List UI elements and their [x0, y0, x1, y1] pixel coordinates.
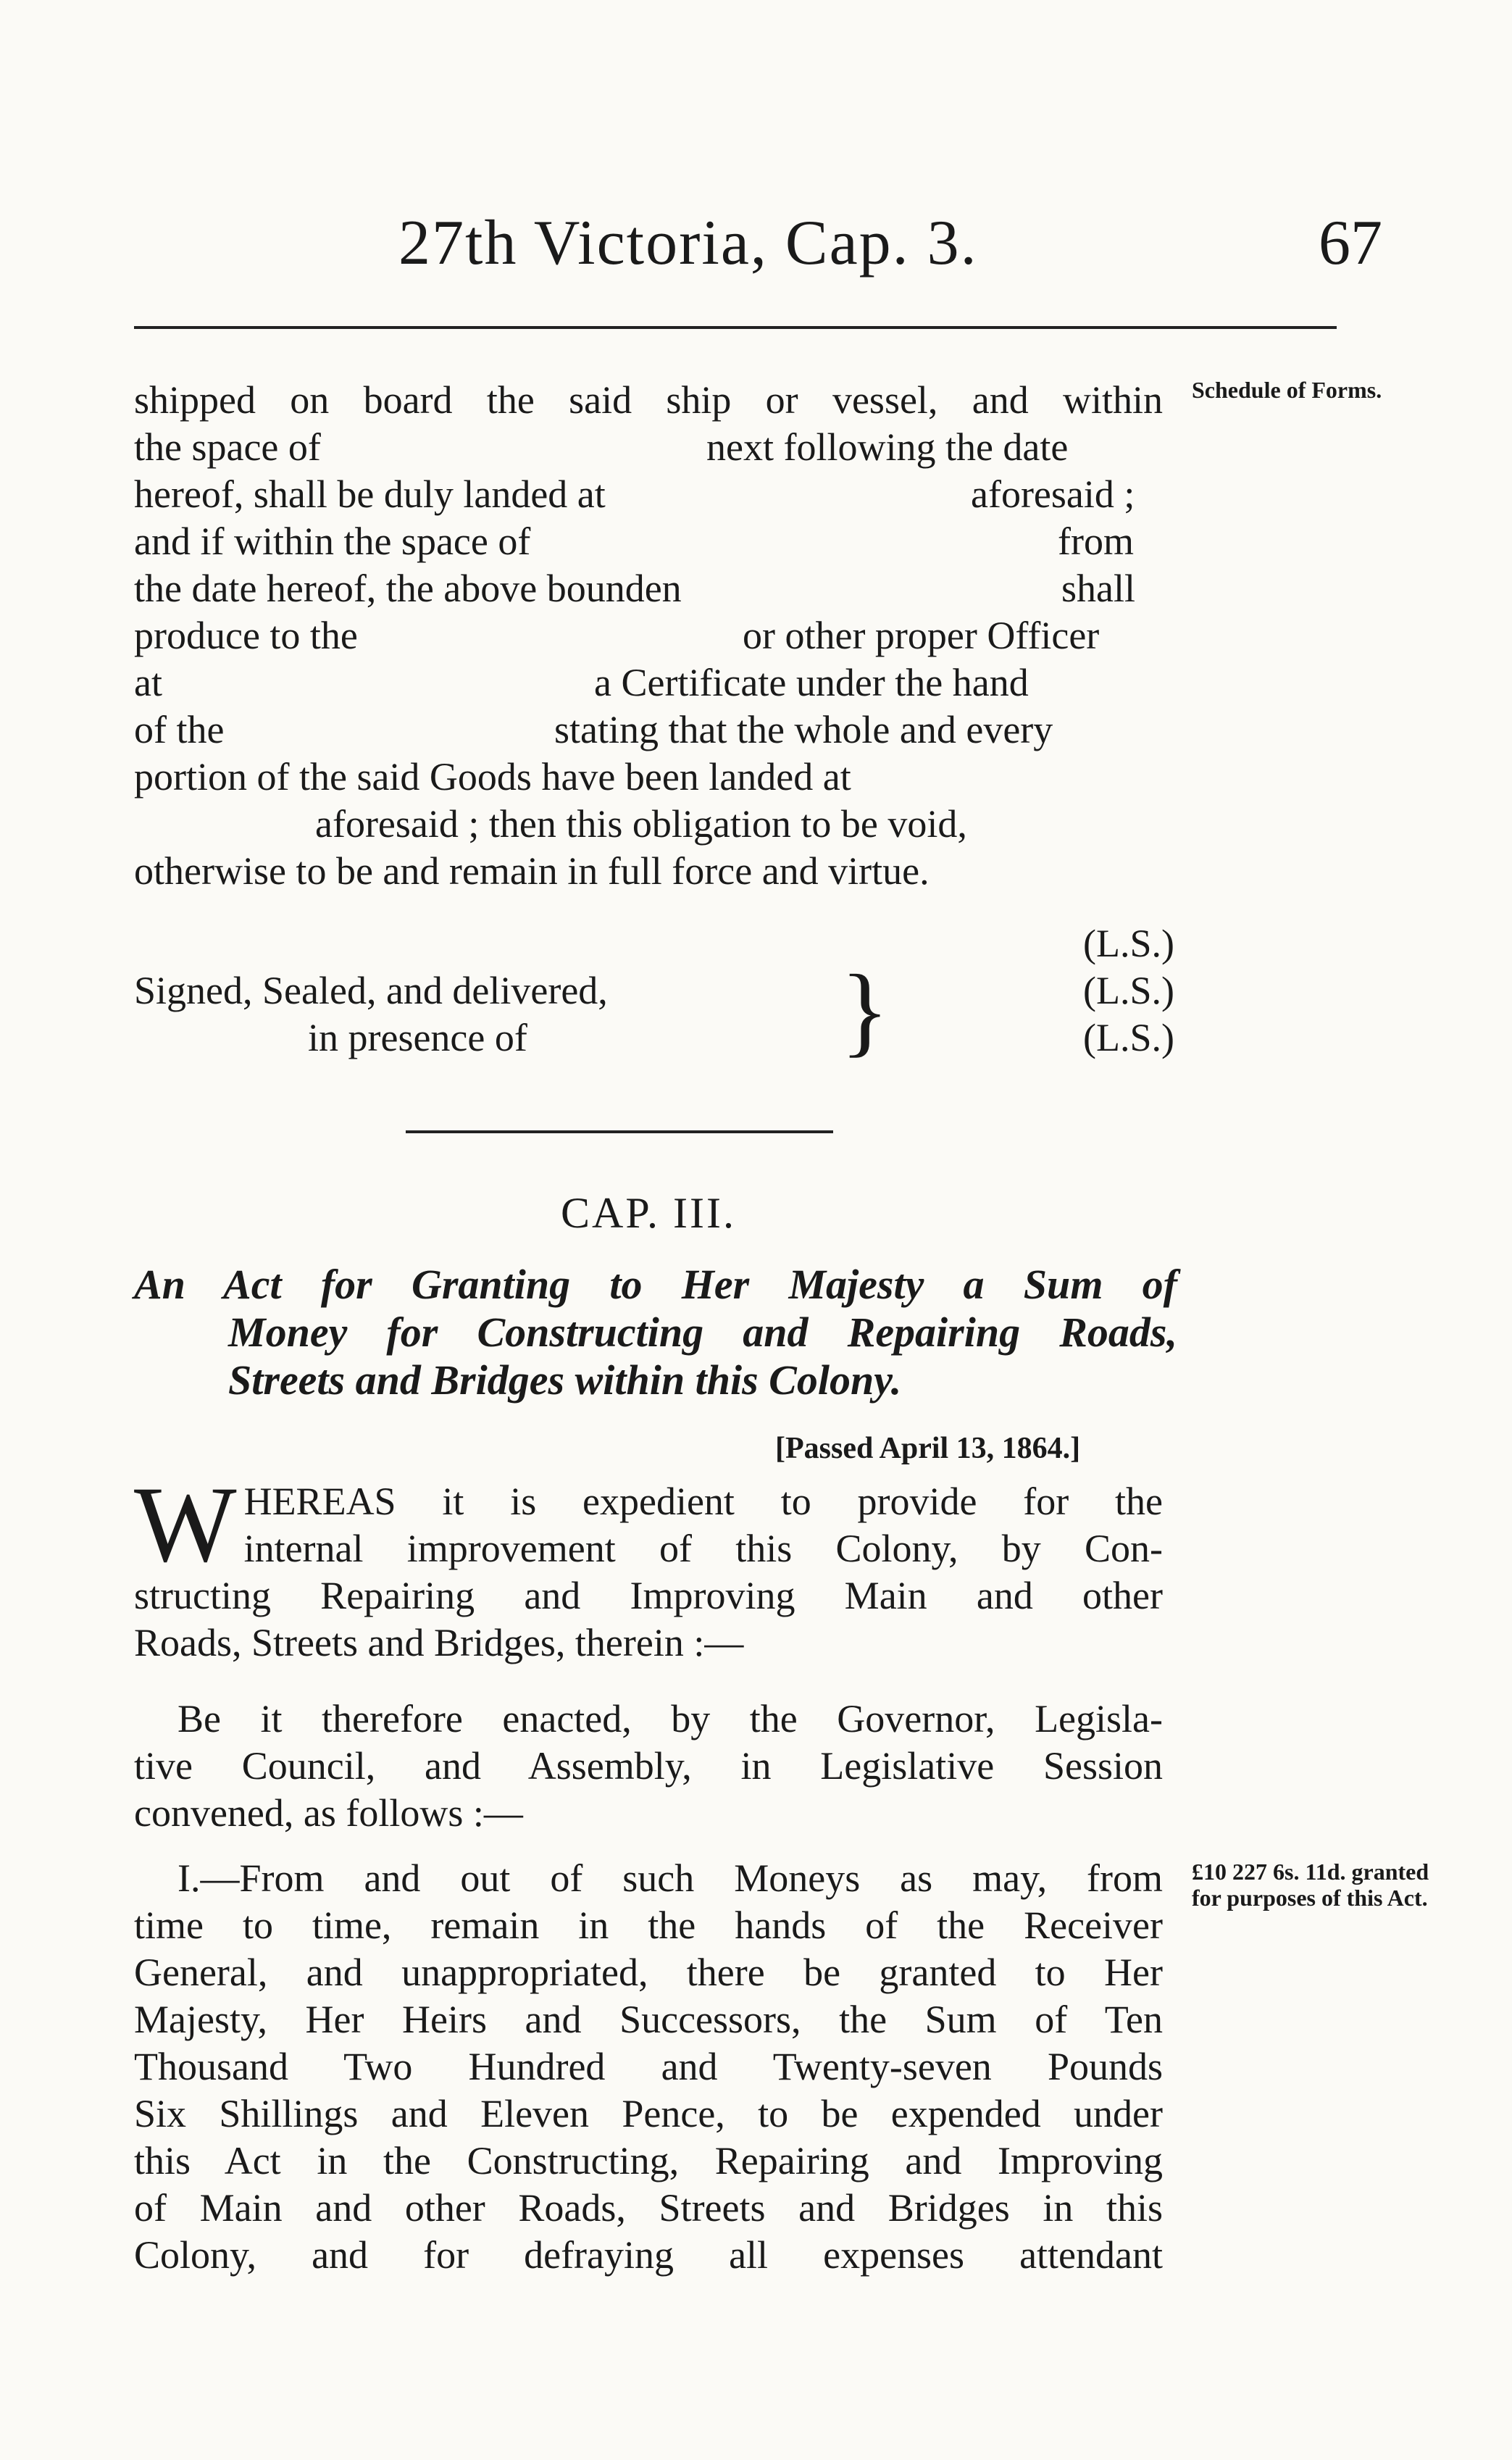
- drop-cap: W: [134, 1464, 237, 1585]
- signature-block: [134, 920, 1174, 1080]
- form-line: [134, 706, 1163, 754]
- running-title: 27th Victoria, Cap. 3.: [398, 208, 978, 278]
- form-line-part: stating that the whole and every: [554, 708, 1053, 751]
- enacting-clause: [134, 1696, 1163, 1837]
- form-line-part: from: [1058, 520, 1134, 563]
- form-line-part: of the: [134, 708, 225, 751]
- form-line-part: hereof, shall be duly landed at: [134, 472, 606, 516]
- form-line-part: at: [134, 661, 162, 704]
- form-line-part: aforesaid ; then this obligation to be void,: [315, 802, 967, 846]
- seal-label: (L.S.): [1083, 1016, 1174, 1059]
- form-line-part: produce to the: [134, 614, 358, 657]
- form-line: [134, 565, 1163, 612]
- section-line: Majesty, Her Heirs and Successors, the Sum of Ten: [134, 1998, 1163, 2041]
- passed-date: [Passed April 13, 1864.]: [775, 1432, 1081, 1465]
- enact-line: tive Council, and Assembly, in Legislative Session: [134, 1744, 1163, 1788]
- act-title: [134, 1261, 1177, 1404]
- enact-line: Be it therefore enacted, by the Governor, Legisla-: [177, 1697, 1163, 1740]
- form-line: shipped on board the said ship or vessel, and within: [134, 378, 1163, 422]
- presence-label: in presence of: [308, 1016, 527, 1059]
- preamble-line: structing Repairing and Improving Main and other: [134, 1574, 1163, 1617]
- section-line: I.—From and out of such Moneys as may, from: [177, 1856, 1163, 1900]
- section-line: time to time, remain in the hands of the Receiver: [134, 1904, 1163, 1947]
- act-title-line: Money for Constructing and Repairing Roads,: [228, 1309, 1177, 1356]
- section-line: of Main and other Roads, Streets and Bridges in this: [134, 2186, 1163, 2230]
- preamble: [134, 1464, 1163, 1667]
- act-title-line: Streets and Bridges within this Colony.: [228, 1356, 902, 1404]
- enact-line: convened, as follows :—: [134, 1791, 523, 1835]
- form-line-part: or other proper Officer: [743, 614, 1100, 657]
- form-line: [134, 754, 1163, 801]
- form-line-part: portion of the said Goods have been landed at: [134, 755, 851, 799]
- form-line-part: and if within the space of: [134, 520, 531, 563]
- page-number: 67: [1319, 208, 1382, 278]
- section-rule: [406, 1130, 833, 1133]
- form-line: [134, 801, 1163, 848]
- seal-label: (L.S.): [1083, 969, 1174, 1012]
- form-line-part: the date hereof, the above bounden: [134, 567, 682, 610]
- form-line-part: shall: [1061, 567, 1135, 610]
- section-line: General, and unappropriated, there be granted to Her: [134, 1951, 1163, 1994]
- form-text: [134, 377, 1163, 895]
- form-line: [134, 424, 1163, 471]
- preamble-line: Roads, Streets and Bridges, therein :—: [134, 1621, 744, 1664]
- form-line: [134, 471, 1163, 518]
- signed-label: Signed, Sealed, and delivered,: [134, 969, 608, 1012]
- form-line: [134, 848, 1163, 895]
- section-line: Thousand Two Hundred and Twenty-seven Pounds: [134, 2045, 1163, 2088]
- section-1: [134, 1855, 1163, 2279]
- margin-note-grant: £10 227 6s. 11d. granted for purposes of this Act.: [1192, 1859, 1429, 1911]
- section-line: Colony, and for defraying all expenses attendant: [134, 2233, 1163, 2277]
- brace-glyph: }: [840, 954, 890, 1067]
- act-title-line: An Act for Granting to Her Majesty a Sum of: [134, 1261, 1177, 1308]
- form-line-part: the space of: [134, 425, 321, 469]
- section-line: Six Shillings and Eleven Pence, to be expended under: [134, 2092, 1163, 2135]
- form-line: [134, 518, 1163, 565]
- form-line-part: otherwise to be and remain in full force and virtue.: [134, 849, 930, 893]
- section-line: this Act in the Constructing, Repairing and Improving: [134, 2139, 1163, 2182]
- form-line-part: aforesaid ;: [971, 472, 1135, 516]
- preamble-line: HEREAS it is expedient to provide for the: [243, 1480, 1163, 1523]
- preamble-line: internal improvement of this Colony, by Con-: [243, 1527, 1163, 1570]
- header-rule: [134, 326, 1337, 329]
- margin-note-schedule: Schedule of Forms.: [1192, 377, 1382, 403]
- form-line-part: a Certificate under the hand: [594, 661, 1029, 704]
- form-line-part: next following the date: [706, 425, 1069, 469]
- form-line: [134, 612, 1163, 659]
- form-line: [134, 659, 1163, 706]
- page-header: [0, 207, 1512, 293]
- chapter-heading: CAP. III.: [560, 1189, 736, 1237]
- seal-label: (L.S.): [1083, 922, 1174, 965]
